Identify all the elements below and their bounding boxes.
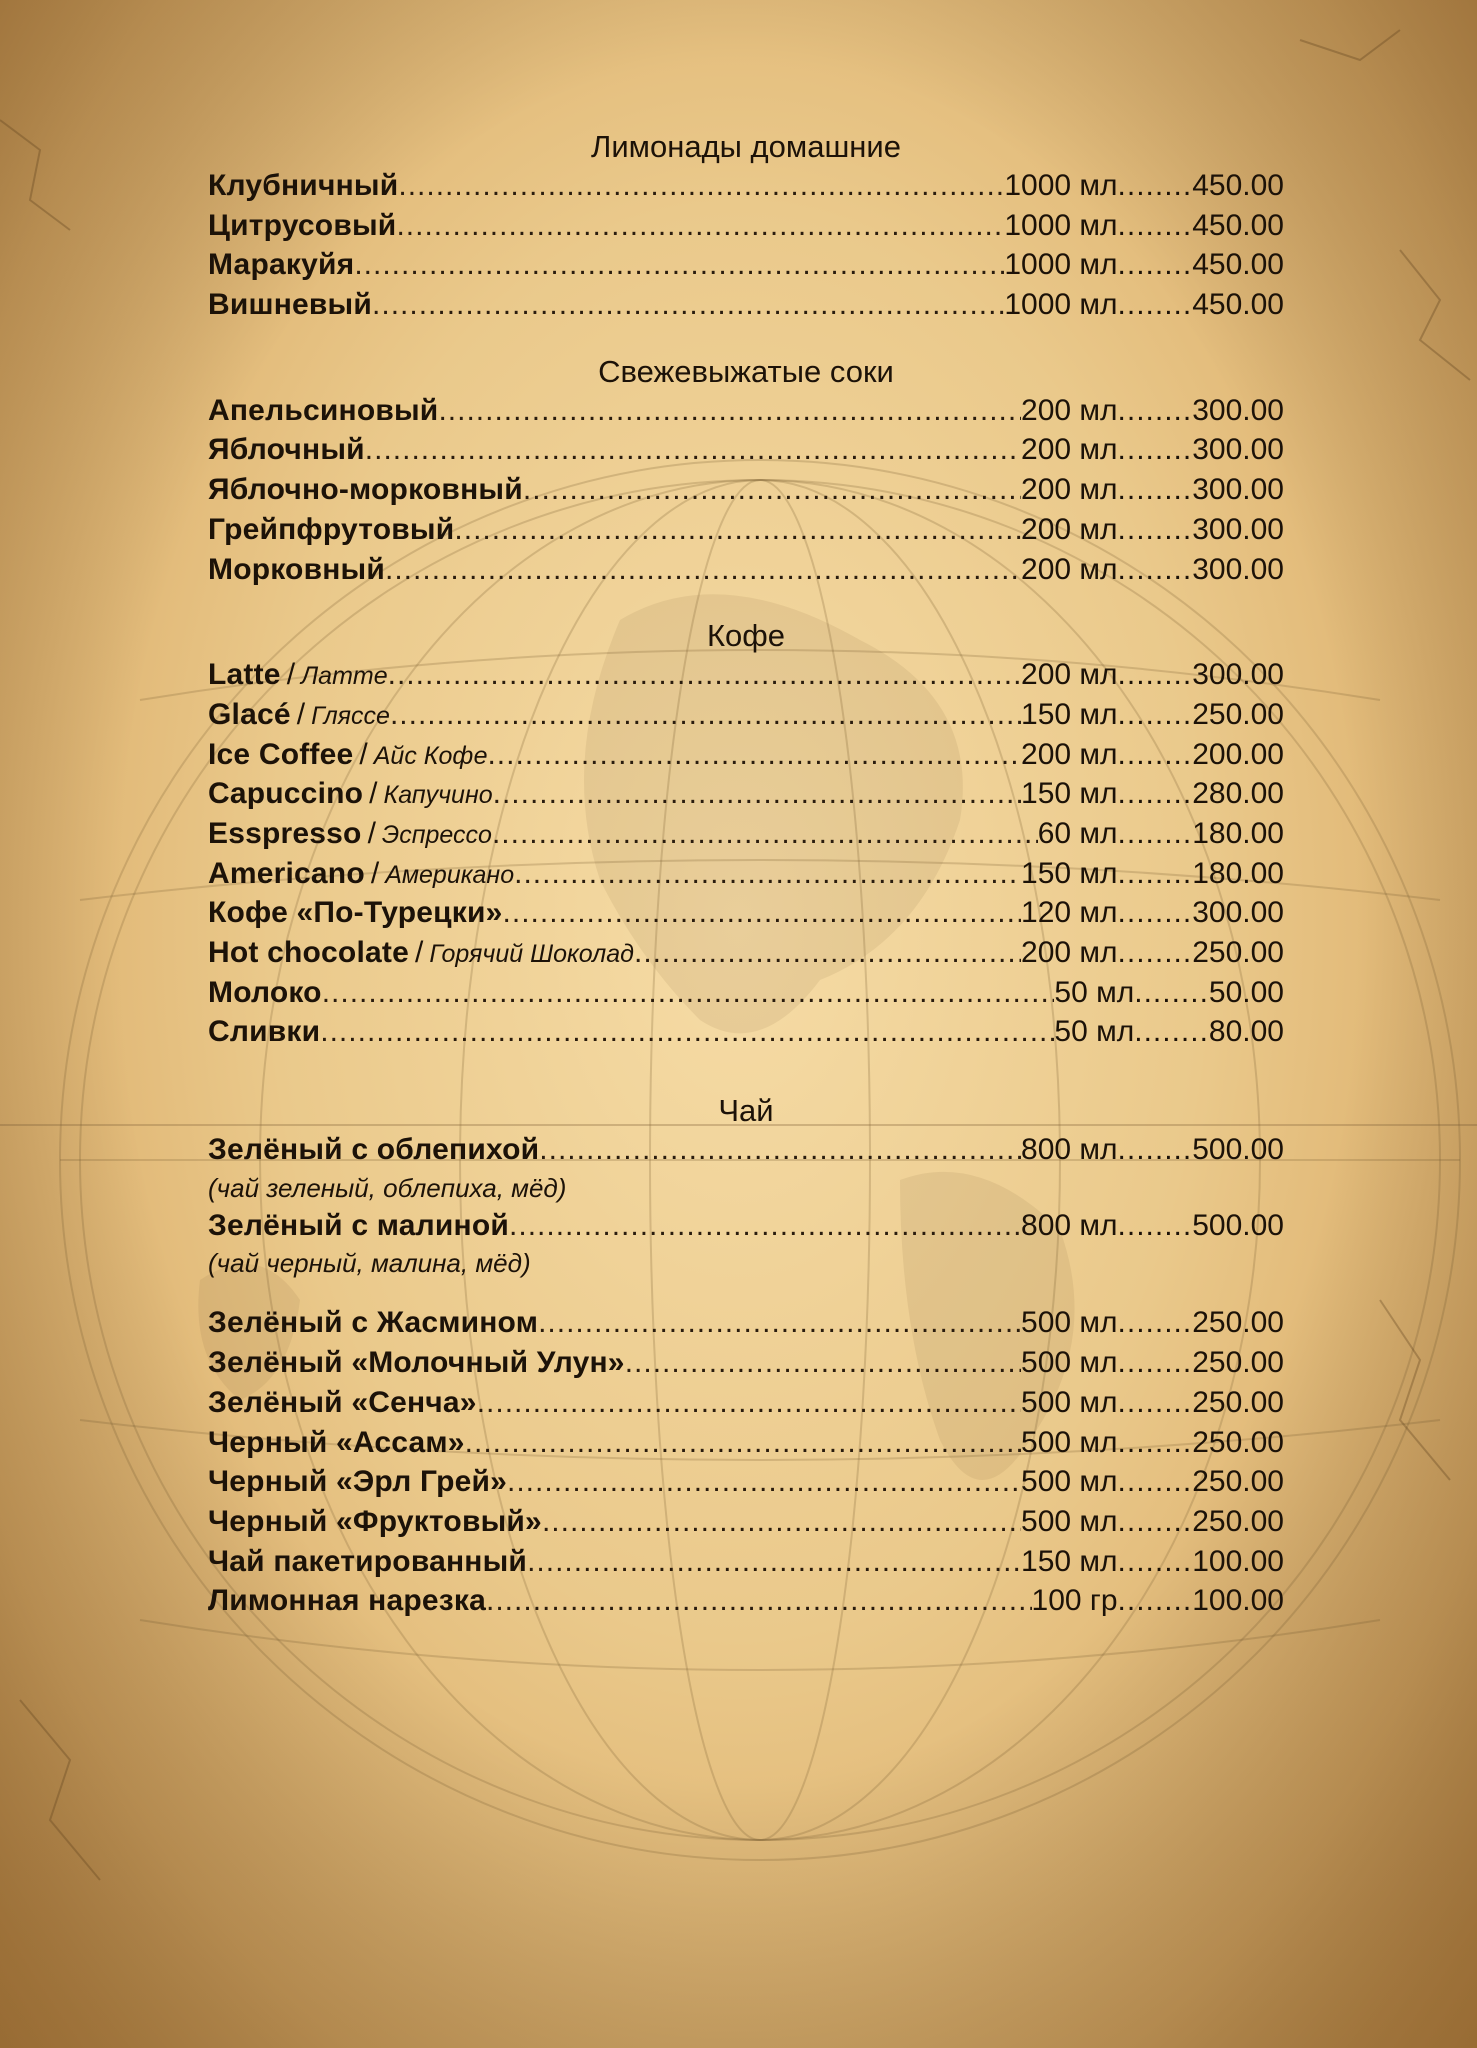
item-subtitle: Горячий Шоколад [429,940,634,968]
item-name: Зелёный с облепихой [208,1133,540,1167]
item-volume: 50 мл [1054,1015,1135,1049]
menu-item: Esspresso / Эспрессо ..... 60 мл ........ 180.00 [208,814,1284,854]
item-name: Цитрусовый [208,208,397,242]
menu-item: Морковный ..... 200 мл ........ 300.00 [208,550,1284,590]
item-price: 250.00 [1192,1425,1284,1459]
menu-item: Яблочно-морковный ..... 200 мл ........ 300.00 [208,470,1284,510]
item-subtitle: Эспрессо [381,820,492,849]
section-title-lemonades: Лимонады домашние [591,129,901,164]
item-volume: 200 мл [1021,658,1118,692]
item-price: 300.00 [1192,512,1284,546]
menu-page [208,128,1284,1621]
item-name: Зелёный «Сенча» [208,1385,477,1419]
item-price: 100.00 [1192,1584,1284,1618]
item-price: 300.00 [1192,896,1284,930]
item-price: 300.00 [1192,552,1284,586]
item-volume: 150 мл [1021,1544,1118,1578]
item-price: 250.00 [1192,1465,1284,1499]
item-name: Americano [208,856,365,890]
item-price: 300.00 [1192,473,1284,507]
item-volume: 500 мл [1021,1346,1118,1380]
item-volume: 500 мл [1021,1306,1118,1340]
item-price: 300.00 [1192,658,1284,692]
item-price: 180.00 [1192,856,1284,890]
menu-item: Чай пакетированный ..... 150 мл ........ 100.00 [208,1542,1284,1582]
item-price: 300.00 [1192,393,1284,427]
item-volume: 500 мл [1021,1465,1118,1499]
menu-item: Зелёный с облепихой ..... 800 мл ........ 500.00 [208,1130,1284,1170]
menu-item: Зелёный «Молочный Улун» ..... 500 мл ........ 250.00 [208,1343,1284,1383]
item-price: 450.00 [1192,169,1284,202]
item-name: Черный «Фруктовый» [208,1504,542,1538]
menu-item: Лимонная нарезка ..... 100 гр ........ 100.00 [208,1581,1284,1621]
item-name: Hot chocolate [208,936,409,969]
item-price: 250.00 [1192,1504,1284,1538]
item-volume: 1000 мл [1004,288,1118,322]
item-volume: 500 мл [1021,1385,1118,1419]
menu-item: Черный «Эрл Грей» ..... 500 мл ........ 250.00 [208,1462,1284,1502]
item-price: 250.00 [1192,1306,1284,1340]
item-volume: 800 мл [1021,1133,1118,1167]
menu-item: Маракуйя ..... 1000 мл ........ 450.00 [208,245,1284,285]
item-name: Esspresso [208,816,362,850]
item-volume: 800 мл [1021,1208,1118,1242]
item-price: 450.00 [1192,288,1284,322]
item-name: Клубничный [208,169,399,202]
menu-item: Клубничный ..... 1000 мл ........ 450.00 [208,166,1284,206]
section-title-juices: Свежевыжатые соки [598,353,894,389]
item-name: Чай пакетированный [208,1544,528,1578]
item-name: Грейпфрутовый [208,512,455,546]
menu-item: Americano / Американо ..... 150 мл ........ 180.00 [208,854,1284,894]
item-price: 250.00 [1192,936,1284,969]
item-price: 50.00 [1208,975,1284,1009]
menu-item: Зелёный с малиной ..... 800 мл ........ 500.00 [208,1206,1284,1246]
menu-item: Capuccino / Капучино ..... 150 мл ........ 280.00 [208,774,1284,814]
menu-item: Сливки ..... 50 мл ........ 80.00 [208,1012,1284,1052]
item-volume: 1000 мл [1004,248,1118,282]
item-price: 250.00 [1192,697,1284,731]
menu-item: Hot chocolate / Горячий Шоколад ..... 200 мл ........ 250.00 [208,933,1284,973]
item-volume: 500 мл [1021,1425,1118,1459]
item-price: 450.00 [1192,248,1284,282]
item-subtitle: Американо [385,860,515,889]
item-name: Яблочно-морковный [208,473,523,507]
item-name: Яблочный [208,433,365,467]
item-name: Capuccino [208,777,364,811]
section-title-tea: Чай [718,1093,774,1129]
menu-item: Вишневый ..... 1000 мл ........ 450.00 [208,285,1284,325]
item-name: Кофе «По-Турецки» [208,896,503,930]
item-name: Маракуйя [208,248,355,282]
menu-item: Молоко ..... 50 мл ........ 50.00 [208,973,1284,1013]
item-price: 500.00 [1192,1208,1284,1242]
item-volume: 150 мл [1021,697,1118,731]
item-note: (чай зеленый, облепиха, мёд) [208,1172,567,1203]
item-name: Glacé [208,697,291,731]
item-price: 500.00 [1192,1133,1284,1167]
menu-item: Glacé / Гляссе ..... 150 мл ........ 250.00 [208,695,1284,735]
item-volume: 150 мл [1021,856,1118,890]
menu-item: Апельсиновый ..... 200 мл ........ 300.00 [208,391,1284,431]
item-volume: 100 гр [1031,1584,1118,1618]
item-name: Ice Coffee [208,737,354,771]
section-title-coffee: Кофе [706,618,786,654]
item-volume: 200 мл [1021,393,1118,427]
item-name: Сливки [208,1015,321,1049]
item-subtitle: Айс Кофе [373,741,488,770]
menu-item: Ice Coffee / Айс Кофе ..... 200 мл ........ 200.00 [208,735,1284,775]
item-volume: 200 мл [1021,552,1118,586]
item-volume: 500 мл [1021,1504,1118,1538]
item-volume: 1000 мл [1004,208,1118,242]
item-price: 250.00 [1192,1385,1284,1419]
menu-item: Черный «Фруктовый» ..... 500 мл ........ 250.00 [208,1502,1284,1542]
menu-item: Зелёный с Жасмином ..... 500 мл ........ 250.00 [208,1303,1284,1343]
item-volume: 120 мл [1021,896,1118,930]
menu-item: Latte / Латте ..... 200 мл ........ 300.00 [208,655,1284,695]
menu-item: Яблочный ..... 200 мл ........ 300.00 [208,430,1284,470]
menu-item: Грейпфрутовый ..... 200 мл ........ 300.00 [208,510,1284,550]
menu-item: Черный «Ассам» ..... 500 мл ........ 250.00 [208,1423,1284,1463]
item-price: 280.00 [1192,777,1284,811]
item-volume: 60 мл [1037,816,1118,850]
item-name: Лимонная нарезка [208,1584,487,1618]
item-subtitle: Латте [301,662,388,691]
item-name: Морковный [208,552,386,586]
item-price: 180.00 [1192,816,1284,850]
menu-item: Кофе «По-Турецки» ..... 120 мл ........ 300.00 [208,893,1284,933]
item-price: 100.00 [1192,1544,1284,1578]
item-volume: 200 мл [1021,512,1118,546]
item-subtitle: Гляссе [311,701,390,730]
item-volume: 1000 мл [1004,169,1118,202]
item-name: Черный «Эрл Грей» [208,1465,508,1499]
item-volume: 200 мл [1021,473,1118,507]
item-price: 450.00 [1192,208,1284,242]
item-volume: 200 мл [1021,737,1118,771]
item-volume: 150 мл [1021,777,1118,811]
item-name: Апельсиновый [208,393,439,427]
item-subtitle: Капучино [383,781,493,810]
item-name: Зелёный «Молочный Улун» [208,1346,625,1380]
item-volume: 200 мл [1021,936,1118,969]
item-volume: 200 мл [1021,433,1118,467]
menu-item: Зелёный «Сенча» ..... 500 мл ........ 250.00 [208,1383,1284,1423]
item-name: Latte [208,658,281,692]
item-name: Черный «Ассам» [208,1425,465,1459]
item-price: 80.00 [1208,1015,1284,1049]
item-price: 200.00 [1192,737,1284,771]
item-price: 250.00 [1192,1346,1284,1380]
item-volume: 50 мл [1054,975,1135,1009]
item-name: Вишневый [208,288,373,322]
item-name: Молоко [208,975,322,1009]
item-name: Зелёный с малиной [208,1208,510,1242]
item-note: (чай черный, малина, мёд) [208,1248,531,1279]
item-price: 300.00 [1192,433,1284,467]
item-name: Зелёный с Жасмином [208,1306,539,1340]
menu-item: Цитрусовый ..... 1000 мл ........ 450.00 [208,206,1284,246]
